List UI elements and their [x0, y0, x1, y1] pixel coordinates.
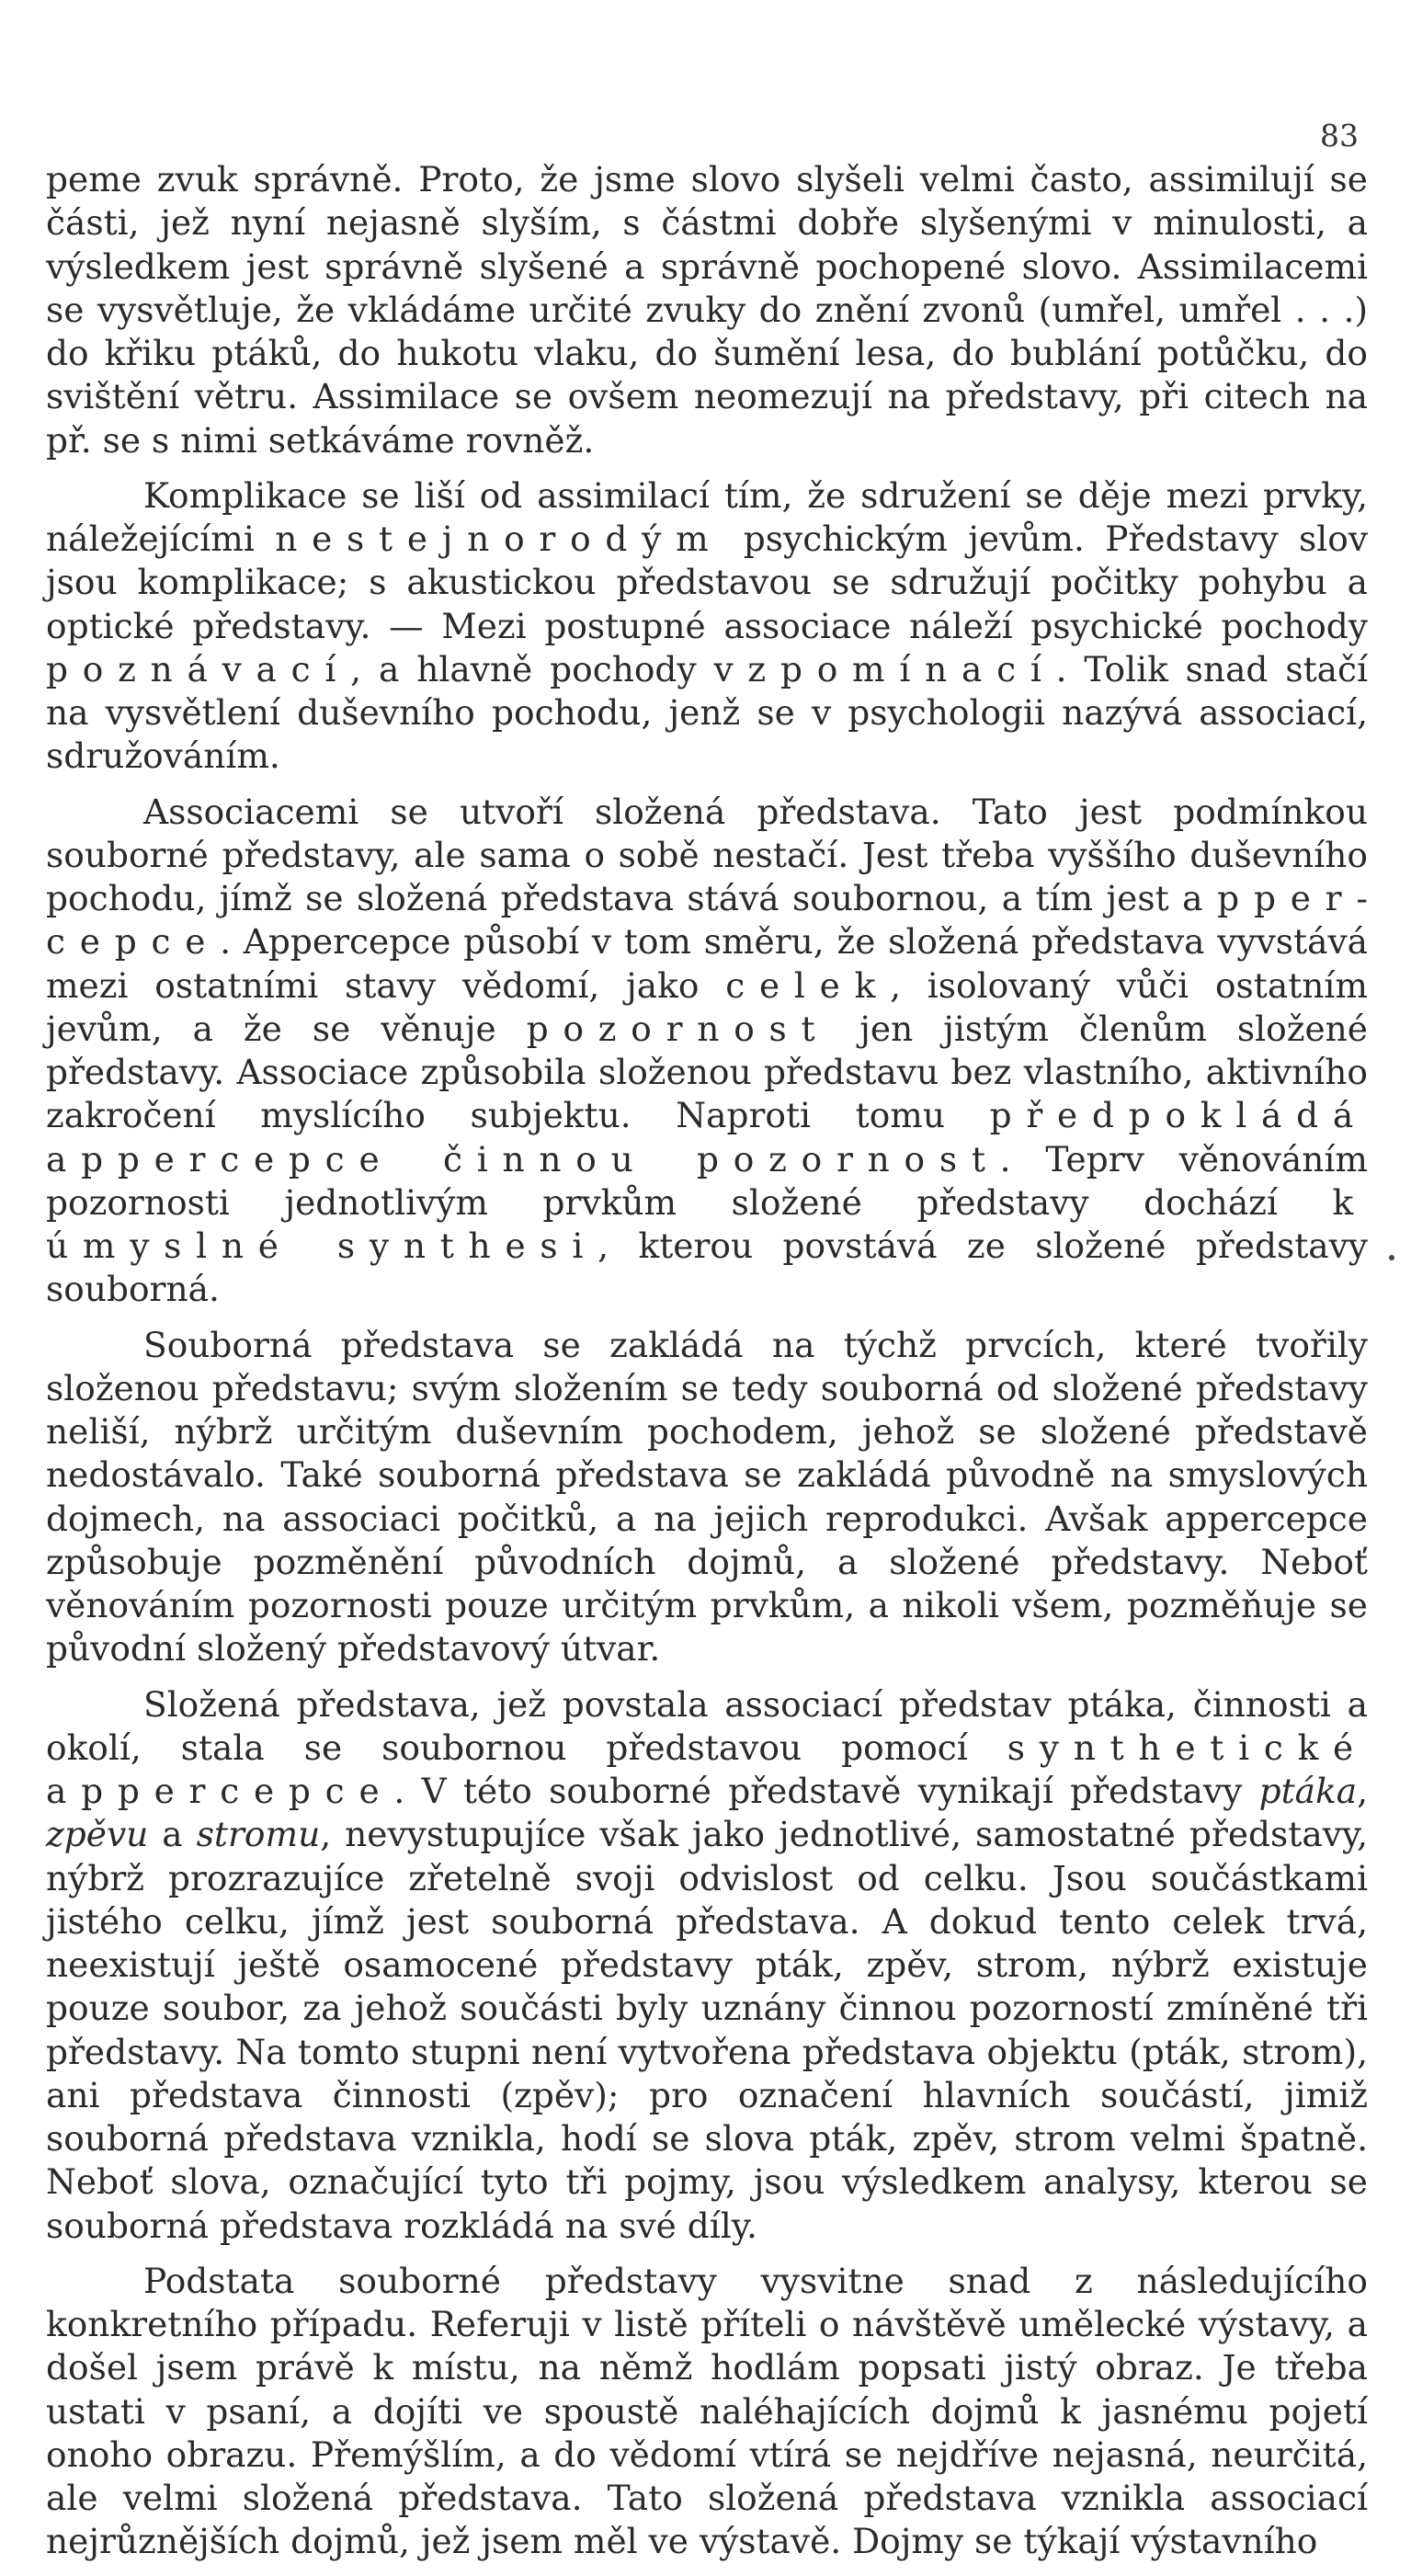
text-run: , nevystupujíce však jako jednotlivé, samostatné představy, nýbrž prozrazujíce zřetelně svoji odvislost od celku. Jsou součástkami jistého celku, jímž jest souborná představa. A dokud tento celek trvá, neexistují ještě osamocené představy pták, zpěv, strom, nýbrž existuje pouze soubor, za jehož součásti byly uznány činnou pozorností zmíněné tři představy. Na tomto stupni není vytvořena představa objektu (pták, strom), ani představa činnosti (zpěv); pro označení hlavních součástí, jimiž souborná představa vznikla, hodí se slova pták, zpěv, strom velmi špatně. Neboť slova, označující tyto tři pojmy, jsou výsledkem analysy, kterou se souborná představa rozkládá na své díly.	[46, 1814, 1368, 2246]
text-run: ,	[1357, 1771, 1368, 1811]
emphasis-synthesi: k úmyslné synthesi	[46, 1181, 1368, 1266]
text-run: . Teprv věnováním pozornosti jednotlivým prvkům složené představy dochází	[46, 1138, 1368, 1223]
italic-stromu: stromu	[196, 1814, 321, 1855]
text-run: jen jistým členům složené představy. Associace způsobila složenou představu bez vlastního, aktivního zakročení myslícího subjektu. Naproti tomu	[46, 1008, 1368, 1136]
margin-dot	[1389, 1255, 1394, 1260]
paragraph-souborna: Souborná představa se zakládá na týchž prvcích, které tvořily složenou představu; svým složením se tedy souborná od složené představy neliší, nýbrž určitým duševním pochodem, jehož se složené představě nedostávalo. Také souborná představa se zakládá původně na smyslových dojmech, na associaci počitků, a na jejich reprodukci. Avšak appercepce způsobuje pozměnění původních dojmů, a složené představy. Neboť věnováním pozornosti pouze určitým prvkům, a nikoli všem, pozměňuje se původní složený představový útvar.	[46, 1324, 1368, 1670]
emphasis-appercepce: appercepce	[46, 878, 1368, 963]
paragraph-slozena	[46, 1683, 1368, 2248]
paragraph-komplikace	[46, 474, 1368, 779]
paragraph-podstata: Podstata souborné představy vysvitne snad z následujícího konkretního případu. Referuji v listě příteli o návštěvě umělecké výstavy, a došel jsem právě k místu, na němž hodlám popsati jistý obraz. Je třeba ustati v psaní, a dojíti ve spoustě naléhajících dojmů k jasnému pojetí onoho obrazu. Přemýšlím, a do vědomí vtírá se nejdříve nejasná, neurčitá, ale velmi složená představa. Tato složená představa vznikla associací nejrůznějších dojmů, jež jsem měl ve výstavě. Dojmy se týkají výstavního	[46, 2260, 1368, 2562]
emphasis-celek: celek	[725, 964, 891, 1006]
text-run: a	[148, 1814, 197, 1855]
text-run: . Tolik snad stačí na vysvětlení duševního pochodu, jenž se v psychologii nazývá associací, sdružováním.	[46, 648, 1368, 777]
emphasis-pozornost: pozornost	[526, 1008, 830, 1049]
italic-zpevu: zpěvu	[46, 1814, 149, 1855]
text-run: , a hlavně pochody	[350, 648, 714, 690]
text-run: , kterou povstává ze složené představy souborná.	[46, 1225, 1368, 1310]
text-run: . V této souborné představě vynikají představy	[393, 1771, 1259, 1811]
italic-ptaka: ptáka	[1258, 1771, 1358, 1811]
text-run: . Appercepce působí v tom směru, že složená představa vyvstává mezi ostatními stavy vědomí, jako	[46, 921, 1368, 1006]
emphasis-poznavaci: poznávací	[46, 648, 351, 690]
emphasis-nestejnorodym: nestejnorodým	[275, 519, 723, 559]
emphasis-vzpominaci: vzpomínací	[713, 648, 1056, 690]
paragraph-assimilace-end: peme zvuk správně. Proto, že jsme slovo slyšeli velmi často, assimilují se části, jež nyní nejasně slyším, s částmi dobře slyšenými v minulosti, a výsledkem jest správně slyšené a správně pochopené slovo. Assimilacemi se vysvětluje, že vkládáme určité zvuky do znění zvonů (umřel, umřel . . .) do křiku ptáků, do hukotu vlaku, do šumění lesa, do bublání potůčku, do svištění větru. Assimilace se ovšem neomezují na představy, při citech na př. se s nimi setkáváme rovněž.	[46, 159, 1368, 461]
body-text	[46, 158, 1368, 2576]
text-run: psychickým jevům. Představy slov jsou komplikace; s akustickou představou se sdružují počitky pohybu a optické představy. — Mezi postupné associace náleží psychické pochody	[46, 519, 1369, 646]
emphasis-synthetic: synthetické appercepce	[46, 1727, 1368, 1811]
text-run: Associacemi se utvoří složená představa. Tato jest podmínkou souborné představy, ale sama o sobě nestačí. Jest třeba vyššího duševního pochodu, jímž se složená představa stává soubornou, a tím jest	[46, 791, 1368, 918]
page-number: 83	[1320, 118, 1359, 154]
text-run: Složená představa, jež povstala associací představ ptáka, činnosti a okolí, stala se soubornou představou pomocí	[46, 1683, 1368, 1768]
emphasis-predpoklada: předpokládá appercepce činnou pozornost	[46, 1095, 1368, 1180]
text-run: , isolovaný vůči ostatním jevům, a že se věnuje	[46, 964, 1368, 1049]
paragraph-appercepce	[46, 791, 1368, 1312]
text-run: Komplikace se liší od assimilací tím, že sdružení se děje mezi prvky, náležejícími	[46, 474, 1368, 559]
